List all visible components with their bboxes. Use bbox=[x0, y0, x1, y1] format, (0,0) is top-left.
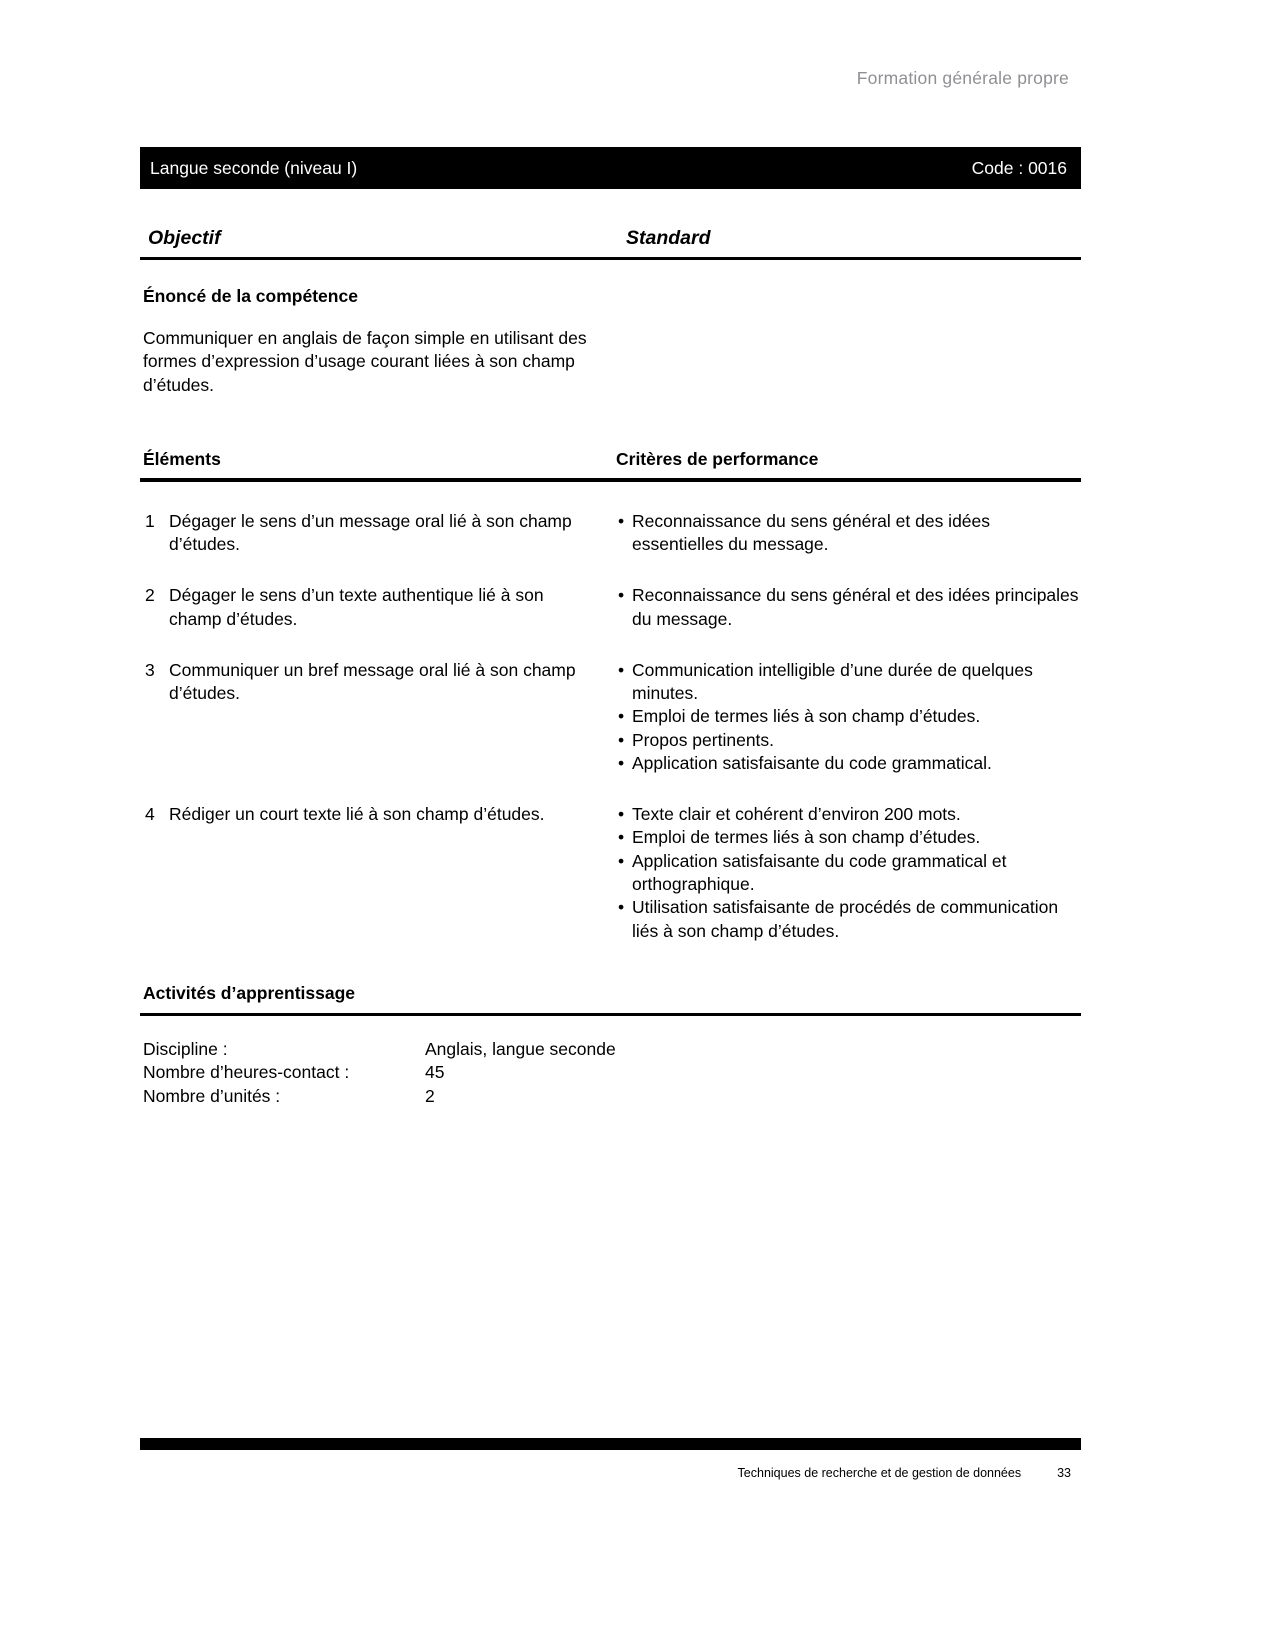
field-label-discipline: Discipline : bbox=[143, 1038, 228, 1059]
bullet-icon: • bbox=[618, 706, 625, 727]
criterion bbox=[613, 752, 1081, 775]
field-value-unites: 2 bbox=[425, 1086, 435, 1107]
bullet-icon: • bbox=[618, 827, 625, 848]
field-row bbox=[140, 1061, 1081, 1085]
table-row bbox=[140, 775, 1081, 943]
element-number: 4 bbox=[145, 804, 155, 825]
element-cell bbox=[140, 510, 613, 557]
criterion-text: Reconnaissance du sens général et des idées principales du message. bbox=[632, 585, 1079, 629]
activities-fields bbox=[140, 1038, 1081, 1109]
criterion bbox=[613, 850, 1081, 897]
criterion bbox=[613, 659, 1081, 706]
page-content bbox=[140, 0, 1081, 1109]
table-row bbox=[140, 482, 1081, 557]
field-value-discipline: Anglais, langue seconde bbox=[425, 1038, 616, 1059]
bullet-icon: • bbox=[618, 804, 625, 825]
criterion-text: Utilisation satisfaisante de procédés de communication liés à son champ d’études. bbox=[632, 897, 1059, 941]
page-footer bbox=[140, 1438, 1081, 1480]
criterion-text: Emploi de termes liés à son champ d’études. bbox=[632, 706, 981, 727]
objectif-standard-heading-row bbox=[140, 227, 1081, 260]
criterion-text: Emploi de termes liés à son champ d’études. bbox=[632, 827, 981, 848]
activities-heading: Activités d’apprentissage bbox=[140, 983, 1081, 1016]
bullet-icon: • bbox=[618, 752, 625, 773]
table-row bbox=[140, 556, 1081, 631]
field-value-heures-contact: 45 bbox=[425, 1062, 445, 1083]
criterion bbox=[613, 705, 1081, 728]
criterion-text: Application satisfaisante du code grammatical. bbox=[632, 752, 992, 773]
criteria-cell bbox=[613, 510, 1081, 557]
criteria-cell bbox=[613, 803, 1081, 943]
course-code: Code : 0016 bbox=[971, 157, 1067, 178]
field-label-heures-contact: Nombre d’heures-contact : bbox=[143, 1062, 350, 1083]
bullet-icon: • bbox=[618, 510, 625, 531]
criterion bbox=[613, 729, 1081, 752]
table-row bbox=[140, 631, 1081, 775]
running-header: Formation générale propre bbox=[856, 68, 1069, 88]
heading-standard: Standard bbox=[626, 227, 711, 249]
bullet-icon: • bbox=[618, 585, 625, 606]
element-number: 3 bbox=[145, 659, 155, 680]
bullet-icon: • bbox=[618, 729, 625, 750]
competence-body: Communiquer en anglais de façon simple en utilisant des formes d’expression d’usage courant liées à son champ d’études. bbox=[143, 328, 587, 395]
col-header-criteres: Critères de performance bbox=[616, 448, 819, 469]
element-text: Communiquer un bref message oral lié à son champ d’études. bbox=[169, 659, 576, 704]
title-bar bbox=[140, 147, 1081, 189]
criterion bbox=[613, 803, 1081, 826]
element-number: 2 bbox=[145, 585, 155, 606]
criteria-cell bbox=[613, 584, 1081, 631]
criteria-table-header bbox=[140, 449, 1081, 482]
element-text: Dégager le sens d’un message oral lié à son champ d’études. bbox=[169, 510, 572, 555]
element-number: 1 bbox=[145, 510, 155, 531]
bullet-icon: • bbox=[618, 659, 625, 680]
criterion bbox=[613, 826, 1081, 849]
field-row bbox=[140, 1085, 1081, 1109]
col-header-elements: Éléments bbox=[143, 448, 221, 469]
criterion-text: Texte clair et cohérent d’environ 200 mots. bbox=[632, 804, 961, 825]
element-cell bbox=[140, 659, 613, 775]
course-title: Langue seconde (niveau I) bbox=[150, 157, 358, 178]
criterion bbox=[613, 896, 1081, 943]
criteria-cell bbox=[613, 659, 1081, 775]
footer-program-name: Techniques de recherche et de gestion de données bbox=[737, 1466, 1022, 1480]
element-cell bbox=[140, 584, 613, 631]
bullet-icon: • bbox=[618, 850, 625, 871]
criterion-text: Communication intelligible d’une durée de quelques minutes. bbox=[632, 659, 1033, 704]
criterion bbox=[613, 584, 1081, 631]
element-text: Dégager le sens d’un texte authentique lié à son champ d’études. bbox=[169, 585, 544, 629]
element-text: Rédiger un court texte lié à son champ d’études. bbox=[169, 804, 545, 825]
field-label-unites: Nombre d’unités : bbox=[143, 1086, 281, 1107]
footer-text-row bbox=[140, 1466, 1081, 1480]
criterion-text: Propos pertinents. bbox=[632, 729, 775, 750]
competence-heading: Énoncé de la compétence bbox=[143, 286, 358, 306]
heading-objectif: Objectif bbox=[148, 227, 221, 249]
footer-rule bbox=[140, 1438, 1081, 1450]
field-row bbox=[140, 1038, 1081, 1062]
element-cell bbox=[140, 803, 613, 943]
bullet-icon: • bbox=[618, 897, 625, 918]
criterion-text: Reconnaissance du sens général et des idées essentielles du message. bbox=[632, 510, 991, 555]
footer-page-number: 33 bbox=[1057, 1466, 1071, 1480]
criterion bbox=[613, 510, 1081, 557]
criterion-text: Application satisfaisante du code grammatical et orthographique. bbox=[632, 850, 1007, 894]
